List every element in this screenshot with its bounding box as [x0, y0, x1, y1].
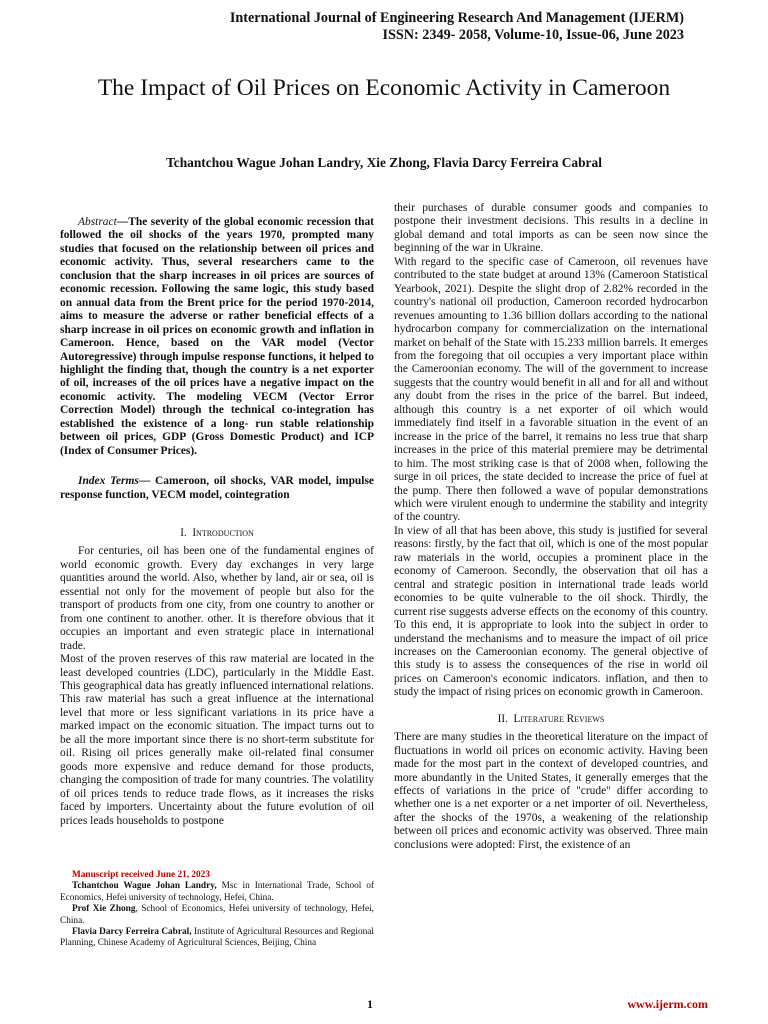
paper-title: The Impact of Oil Prices on Economic Activity in Cameroon [97, 75, 671, 101]
intro-paragraph-1: For centuries, oil has been one of the fundamental engines of world economic growth. Every day exchanges in very large quantities around the world. Also, whether by land, air or sea, oil is essential not only for the movement of people but also for the transport of products from one city, from one country to another or from one continent to another. other. It is therefore obvious that it occupies an important and even strategic place in international trade. [60, 545, 374, 652]
abstract [60, 216, 374, 458]
author-list: Tchantchou Wague Johan Landry, Xie Zhong, Flavia Darcy Ferreira Cabral [166, 155, 602, 170]
right-column [394, 202, 708, 852]
issn-line: ISSN: 2349- 2058, Volume-10, Issue-06, June 2023 [382, 27, 684, 43]
intro-paragraph-2: Most of the proven reserves of this raw material are located in the least developed countries (LDC), particularly in the Middle East. This geographical data has greatly influenced international relations. This raw material has such a great influence at the international level that more or less significant variations in its price have a marked impact on the economic situation. The impact turns out to be all the more important since there is no short-term substitute for oil. Rising oil prices generally make oil-related final consumer goods more expensive and reduce demand for those products, changing the composition of trade for many countries. The volatility of oil prices tends to reduce trade flows, as it increases the risks faced by importers. Uncertainty about the future evolution of oil prices leads households to postpone [60, 653, 374, 827]
introduction-heading: I. Introduction [180, 527, 254, 539]
footnote-author-3: Flavia Darcy Ferreira Cabral, Institute of Agricultural Resources and Regional Planning, Chinese Academy of Agricultural Sciences, Beijing, China [60, 927, 375, 949]
footnote-author-1: Tchantchou Wague Johan Landry, Msc in International Trade, School of Economics, Hefei university of technology, Hefei, China. [60, 881, 375, 903]
index-terms-label: Index Terms [78, 475, 139, 488]
footnotes [60, 870, 374, 950]
manuscript-received: Manuscript received June 21, 2023 [72, 870, 210, 880]
literature-heading: II. Literature Reviews [497, 712, 605, 725]
right-paragraph-2: With regard to the specific case of Cameroon, oil revenues have contributed to the state budget at around 13% (Cameroon Statistical Yearbook, 2021). Despite the slight drop of 2.82% recorded in the country's national oil production, Cameroon recorded hydrocarbon revenues amounting to 1.36 billion dollars according to the national hydrocarbon company for commercialization on the international market on behalf of the State with 15.233 million barrels. It emerges from the foregoing that oil occupies a very important place within the Cameroonian economy. The will of the government to increase suggests that the country would benefit in all and for all and without any doubt from the rises in the price of the barrel. But indeed, although this country is a net exporter of oil which would immediately find itself in a favorable situation in the event of an increase in the price of the barrel, it remains no less true that sharp increases in the price of this material premiere may be detrimental to him. The most striking case is that of 2008 when, following the surge in oil prices, the state decided to increase the price of fuel at the pump. There then followed a wave of popular demonstrations which were virulent enough to undermine the stability and integrity of the country. [394, 255, 708, 524]
journal-name: International Journal of Engineering Research And Management (IJERM) [229, 10, 684, 26]
right-paragraph-3: In view of all that has been above, this study is justified for several reasons: firstly, by the fact that oil, which is one of the most popular raw materials in the world, occupies a prominent place in the economy of Cameroon. Secondly, the observation that oil has a central and strategic position in international trade leads world economies to be quite vulnerable to the oil shock. Thirdly, the current rise suggests adverse effects on the economy of this country. To this end, it is appropriate to look into the subject in order to understand the mechanisms and to measure the impact of oil price increases on the Cameroonian economy. The general objective of this study is to assess the consequences of the rise in world oil prices on Cameroon's economic indicators. inflation, and then to study the impact of rising prices on economic growth in Cameroon. [394, 524, 708, 699]
right-paragraph-1: their purchases of durable consumer goods and companies to postpone their investment decisions. This results in a decline in global demand and total imports as can be seen now since the beginning of the war in Ukraine. [394, 202, 708, 255]
introduction-section [60, 527, 374, 828]
page-number: 1 [367, 997, 373, 1011]
journal-website-link[interactable]: www.ijerm.com [627, 997, 708, 1011]
abstract-label: Abstract [78, 216, 117, 228]
abstract-text: —The severity of the global economic recession that followed the oil shocks of the years 1970, prompted many studies that focused on the relationship between oil prices and economic activity. Thus, several researchers came to the conclusion that the sharp increases in oil prices are sources of economic recession. Following the same logic, this study based on annual data from the Brent price for the period 1970-2014, aims to measure the adverse or rather beneficial effects of a sharp increase in oil prices on economic growth and inflation in Cameroon. Hence, based on the VAR model (Vector Autoregressive) through impulse response functions, it helped to highlight the finding that, though the country is a net exporter of oil, increases of the oil prices have a negative impact on the economic activity. The modeling VECM (Vector Error Correction Model) through the technical co-integration has established the existence of a long- run stable relationship between oil prices, GDP (Gross Domestic Product) and ICP (Index of Consumer Prices). [60, 216, 374, 457]
index-terms [60, 475, 374, 502]
footnote-author-2: Prof Xie Zhong, School of Economics, Hefei university of technology, Hefei, China. [60, 904, 374, 926]
literature-paragraph: There are many studies in the theoretical literature on the impact of fluctuations in world oil prices on economic activity. Having been made for the most part in the context of developed countries, and more abundantly in the United States, it generally emerges that the effects of variations in the price of "crude" differ according to whether one is a net exporter or a net importer of oil. Nevertheless, after the shocks of the 1970s, a weakening of the relationship between oil prices and economic activity was observed. Three main conclusions were adopted: First, the existence of an [394, 731, 708, 851]
left-column [60, 216, 374, 502]
index-terms-text: — Cameroon, oil shocks, VAR model, impulse response function, VECM model, cointegration [60, 475, 374, 501]
